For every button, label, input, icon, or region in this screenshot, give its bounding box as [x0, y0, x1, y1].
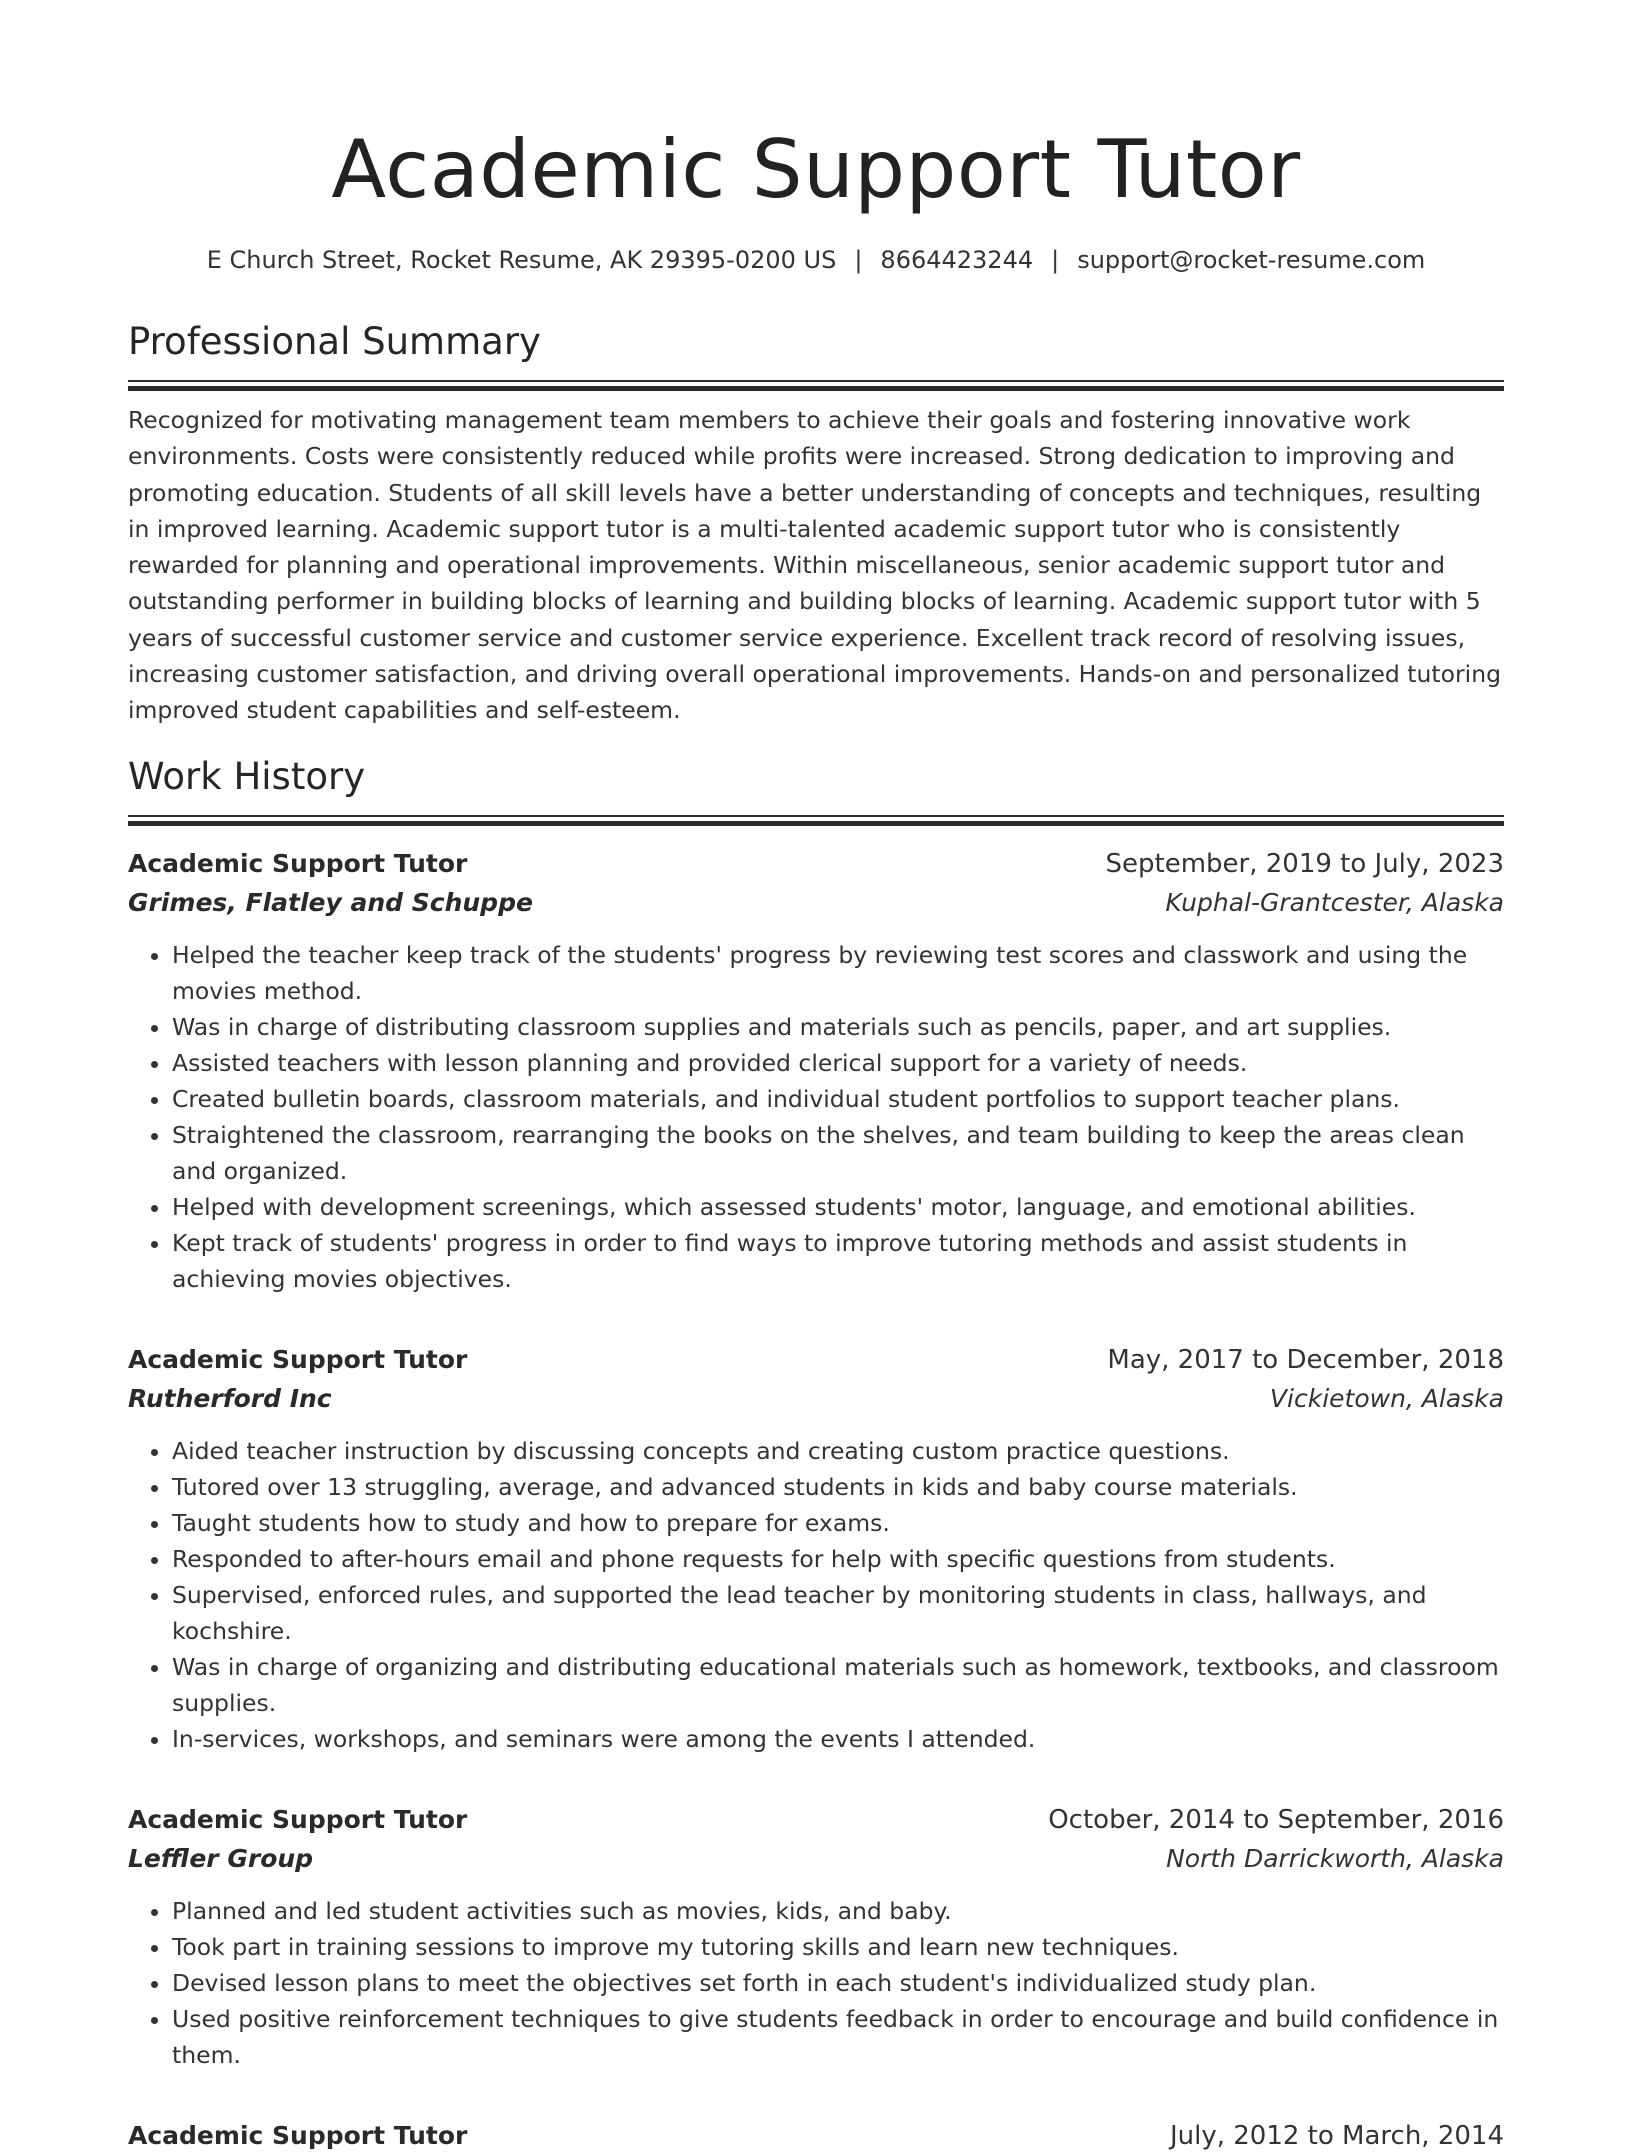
contact-phone: 8664423244	[880, 246, 1034, 274]
job-dates: September, 2019 to July, 2023	[1105, 848, 1504, 879]
job-dates: October, 2014 to September, 2016	[1048, 1804, 1504, 1835]
job-bullet: • Was in charge of organizing and distributing educational materials such as homework, textbooks, and classroom supplies.	[172, 1649, 1504, 1721]
job-bullet: • Helped with development screenings, which assessed students' motor, language, and emotional abilities.	[172, 1189, 1504, 1225]
job-bullet-list	[128, 1893, 1504, 2073]
job-title: Academic Support Tutor	[128, 1344, 468, 1374]
job-bullet-list	[128, 1433, 1504, 1757]
job-bullet: • Aided teacher instruction by discussing concepts and creating custom practice questions.	[172, 1433, 1504, 1469]
job-bullet: • Took part in training sessions to improve my tutoring skills and learn new techniques.	[172, 1929, 1504, 1965]
contact-email: support@rocket-resume.com	[1077, 246, 1426, 274]
job-bullet: • Was in charge of distributing classroom supplies and materials such as pencils, paper, and art supplies.	[172, 1009, 1504, 1045]
job-location: Kuphal-Grantcester, Alaska	[1165, 887, 1504, 917]
job-company: Grimes, Flatley and Schuppe	[128, 887, 533, 917]
job-dates: May, 2017 to December, 2018	[1107, 1344, 1504, 1375]
job-location: Vickietown, Alaska	[1269, 1383, 1504, 1413]
job-bullet: • Supervised, enforced rules, and supported the lead teacher by monitoring students in class, hallways, and kochshire.	[172, 1577, 1504, 1649]
job-bullet: • Helped the teacher keep track of the students' progress by reviewing test scores and classwork and using the movies method.	[172, 937, 1504, 1009]
section-title-summary: Professional Summary	[128, 320, 541, 363]
job-location: North Darrickworth, Alaska	[1166, 1843, 1504, 1873]
contact-address: E Church Street, Rocket Resume, AK 29395-0200 US	[206, 246, 837, 274]
job-bullet: • Responded to after-hours email and phone requests for help with specific questions from students.	[172, 1541, 1504, 1577]
job-company: Leffler Group	[128, 1843, 314, 1873]
job-entry	[128, 845, 1504, 1297]
job-bullet: • Kept track of students' progress in order to find ways to improve tutoring methods and assist students in achieving movies objectives.	[172, 1225, 1504, 1297]
job-bullet: • Taught students how to study and how to prepare for exams.	[172, 1505, 1504, 1541]
job-bullet-list	[128, 937, 1504, 1297]
contact-separator: |	[1051, 246, 1060, 274]
job-title: Academic Support Tutor	[128, 2120, 468, 2150]
job-title: Academic Support Tutor	[128, 848, 468, 878]
job-bullet: • In-services, workshops, and seminars were among the events I attended.	[172, 1721, 1504, 1757]
job-dates: July, 2012 to March, 2014	[1169, 2120, 1504, 2151]
job-title: Academic Support Tutor	[128, 1804, 468, 1834]
section-title-work-history: Work History	[128, 754, 366, 798]
contact-line	[128, 244, 1504, 276]
job-bullet: • Tutored over 13 struggling, average, and advanced students in kids and baby course materials.	[172, 1469, 1504, 1505]
job-entry	[128, 1341, 1504, 1757]
job-bullet: • Planned and led student activities such as movies, kids, and baby.	[172, 1893, 1504, 1929]
section-divider	[128, 815, 1504, 825]
job-bullet: • Devised lesson plans to meet the objectives set forth in each student's individualized study plan.	[172, 1965, 1504, 2001]
job-entry	[128, 1801, 1504, 2073]
job-entry	[128, 2117, 1504, 2155]
job-bullet: • Used positive reinforcement techniques to give students feedback in order to encourage and build confidence in them.	[172, 2001, 1504, 2073]
contact-separator: |	[854, 246, 863, 274]
job-bullet: • Straightened the classroom, rearranging the books on the shelves, and team building to keep the areas clean and organized.	[172, 1117, 1504, 1189]
professional-summary-section	[128, 318, 1504, 729]
resume-name: Academic Support Tutor	[331, 123, 1301, 216]
work-history-section	[128, 753, 1504, 2155]
summary-text: Recognized for motivating management team members to achieve their goals and fostering innovative work environments. Costs were consistently reduced while profits were increased. Strong dedication to improving and promoting education. Students of all skill levels have a better understanding of concepts and techniques, resulting in improved learning. Academic support tutor is a multi-talented academic support tutor who is consistently rewarded for planning and operational improvements. Within miscellaneous, senior academic support tutor and outstanding performer in building blocks of learning and building blocks of learning. Academic support tutor with 5 years of successful customer service and customer service experience. Excellent track record of resolving issues, increasing customer satisfaction, and driving overall operational improvements. Hands-on and personalized tutoring improved student capabilities and self-esteem.	[128, 406, 1502, 725]
resume-page	[128, 0, 1504, 2155]
section-divider	[128, 380, 1504, 390]
job-bullet: • Assisted teachers with lesson planning and provided clerical support for a variety of needs.	[172, 1045, 1504, 1081]
job-bullet: • Created bulletin boards, classroom materials, and individual student portfolios to support teacher plans.	[172, 1081, 1504, 1117]
job-company: Rutherford Inc	[128, 1383, 332, 1413]
